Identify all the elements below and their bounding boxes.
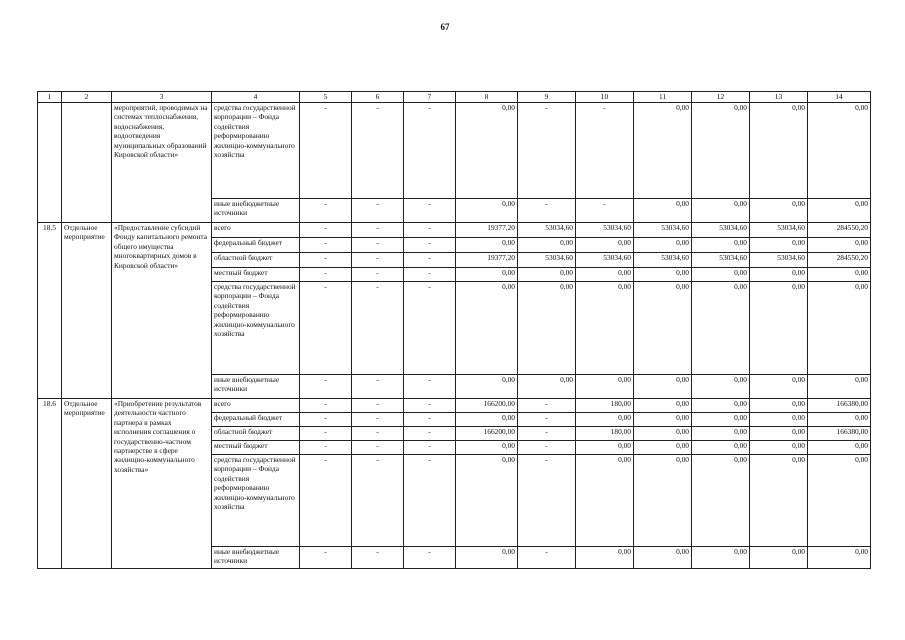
column-header: 11 (634, 92, 692, 103)
value-cell: - (352, 375, 404, 399)
value-cell: - (518, 455, 576, 547)
value-cell: - (404, 253, 456, 268)
value-cell: 180,00 (576, 399, 634, 413)
value-cell: - (518, 427, 576, 441)
value-cell: 19377,20 (456, 253, 518, 268)
table-row (38, 399, 871, 413)
value-cell: 0,00 (634, 399, 692, 413)
value-cell: 0,00 (456, 441, 518, 455)
value-cell: 0,00 (634, 238, 692, 253)
funding-source: местный бюджет (212, 268, 300, 282)
value-cell: 0,00 (518, 268, 576, 282)
value-cell: - (404, 413, 456, 427)
value-cell: 0,00 (576, 413, 634, 427)
value-cell: 53034,60 (634, 223, 692, 238)
value-cell: 53034,60 (750, 253, 808, 268)
value-cell: - (300, 103, 352, 199)
value-cell: - (300, 547, 352, 569)
value-cell: 0,00 (634, 375, 692, 399)
value-cell: 53034,60 (634, 253, 692, 268)
column-header: 9 (518, 92, 576, 103)
value-cell: 53034,60 (576, 253, 634, 268)
value-cell: - (300, 223, 352, 238)
value-cell: 0,00 (576, 282, 634, 375)
value-cell: - (352, 199, 404, 223)
value-cell: - (576, 199, 634, 223)
value-cell: 0,00 (750, 399, 808, 413)
funding-source: местный бюджет (212, 441, 300, 455)
table-row (38, 223, 871, 238)
value-cell: 0,00 (692, 282, 750, 375)
event-name: «Приобретение результатов деятельности частного партнера в рамках исполнения соглашения о государственно-частном партнерстве в сфере жилищно-коммунального хозяйства» (112, 399, 212, 569)
value-cell: 0,00 (634, 441, 692, 455)
row-number (38, 103, 62, 223)
column-header: 2 (62, 92, 112, 103)
column-header: 12 (692, 92, 750, 103)
value-cell: - (352, 427, 404, 441)
row-number: 18.5 (38, 223, 62, 399)
value-cell: - (518, 547, 576, 569)
value-cell: - (404, 199, 456, 223)
table-body (38, 92, 871, 569)
event-type: Отдельное мероприятие (62, 223, 112, 399)
event-type: Отдельное мероприятие (62, 399, 112, 569)
value-cell: - (404, 103, 456, 199)
page-number: 67 (440, 22, 450, 32)
row-number: 18.6 (38, 399, 62, 569)
value-cell: 0,00 (576, 375, 634, 399)
value-cell: 0,00 (576, 238, 634, 253)
value-cell: 0,00 (808, 103, 871, 199)
value-cell: 0,00 (750, 427, 808, 441)
value-cell: - (300, 427, 352, 441)
value-cell: 0,00 (456, 413, 518, 427)
value-cell: 0,00 (808, 375, 871, 399)
header-row (38, 92, 871, 103)
column-header: 7 (404, 92, 456, 103)
value-cell: 53034,60 (518, 253, 576, 268)
value-cell: - (352, 455, 404, 547)
value-cell: - (300, 253, 352, 268)
column-header: 6 (352, 92, 404, 103)
value-cell: 0,00 (750, 455, 808, 547)
value-cell: 53034,60 (576, 223, 634, 238)
table-row (38, 103, 871, 199)
value-cell: 0,00 (634, 103, 692, 199)
value-cell: - (404, 282, 456, 375)
value-cell: - (352, 223, 404, 238)
value-cell: - (352, 253, 404, 268)
value-cell: - (352, 282, 404, 375)
event-type (62, 103, 112, 223)
value-cell: - (404, 547, 456, 569)
column-header: 5 (300, 92, 352, 103)
value-cell: - (352, 441, 404, 455)
value-cell: 0,00 (518, 375, 576, 399)
value-cell: 0,00 (634, 413, 692, 427)
value-cell: 0,00 (808, 268, 871, 282)
value-cell: - (518, 103, 576, 199)
value-cell: - (518, 413, 576, 427)
value-cell: 166200,00 (456, 399, 518, 413)
value-cell: 0,00 (750, 375, 808, 399)
value-cell: - (404, 268, 456, 282)
value-cell: 0,00 (576, 268, 634, 282)
column-header: 8 (456, 92, 518, 103)
value-cell: - (518, 199, 576, 223)
value-cell: - (404, 427, 456, 441)
value-cell: - (352, 268, 404, 282)
column-header: 14 (808, 92, 871, 103)
value-cell: 0,00 (634, 547, 692, 569)
value-cell: 0,00 (692, 413, 750, 427)
value-cell: 0,00 (576, 441, 634, 455)
column-header: 1 (38, 92, 62, 103)
value-cell: 166200,00 (456, 427, 518, 441)
value-cell: 0,00 (808, 413, 871, 427)
column-header: 10 (576, 92, 634, 103)
column-header: 4 (212, 92, 300, 103)
value-cell: 0,00 (456, 238, 518, 253)
value-cell: - (352, 399, 404, 413)
value-cell: 0,00 (750, 441, 808, 455)
value-cell: 0,00 (808, 199, 871, 223)
value-cell: 0,00 (808, 282, 871, 375)
value-cell: - (300, 199, 352, 223)
value-cell: - (300, 413, 352, 427)
value-cell: - (352, 413, 404, 427)
funding-source: средства государственной корпорации – Фонда содействия реформированию жилищно-коммунального хозяйства (212, 282, 300, 375)
value-cell: - (352, 547, 404, 569)
value-cell: 0,00 (456, 268, 518, 282)
value-cell: 53034,60 (692, 223, 750, 238)
value-cell: - (404, 399, 456, 413)
value-cell: 180,00 (576, 427, 634, 441)
value-cell: 166380,00 (808, 399, 871, 413)
funding-source: всего (212, 399, 300, 413)
value-cell: - (518, 399, 576, 413)
value-cell: 0,00 (692, 455, 750, 547)
value-cell: - (404, 375, 456, 399)
value-cell: 0,00 (692, 238, 750, 253)
funding-source: средства государственной корпорации – Фонда содействия реформированию жилищно-коммунального хозяйства (212, 455, 300, 547)
value-cell: - (404, 238, 456, 253)
value-cell: - (352, 103, 404, 199)
value-cell: 0,00 (456, 455, 518, 547)
event-name: «Предоставление субсидий Фонду капитального ремонта общего имущества многоквартирных домов в Кировской области» (112, 223, 212, 399)
value-cell: - (518, 441, 576, 455)
value-cell: 0,00 (634, 199, 692, 223)
value-cell: 0,00 (692, 103, 750, 199)
value-cell: 0,00 (692, 199, 750, 223)
value-cell: 284550,20 (808, 253, 871, 268)
value-cell: 0,00 (634, 455, 692, 547)
value-cell: 0,00 (750, 282, 808, 375)
column-header: 3 (112, 92, 212, 103)
value-cell: 0,00 (808, 455, 871, 547)
value-cell: 0,00 (634, 268, 692, 282)
value-cell: 0,00 (692, 268, 750, 282)
column-header: 13 (750, 92, 808, 103)
value-cell: 0,00 (456, 199, 518, 223)
value-cell: 0,00 (634, 282, 692, 375)
value-cell: 0,00 (692, 375, 750, 399)
value-cell: 0,00 (750, 413, 808, 427)
value-cell: 53034,60 (750, 223, 808, 238)
value-cell: 0,00 (456, 103, 518, 199)
value-cell: - (404, 223, 456, 238)
value-cell: 0,00 (692, 427, 750, 441)
value-cell: 0,00 (808, 238, 871, 253)
funding-source: иные внебюджетные источники (212, 375, 300, 399)
value-cell: - (300, 238, 352, 253)
value-cell: 0,00 (750, 238, 808, 253)
value-cell: - (300, 441, 352, 455)
value-cell: 0,00 (576, 455, 634, 547)
funding-source: иные внебюджетные источники (212, 547, 300, 569)
value-cell: 0,00 (518, 282, 576, 375)
value-cell: - (352, 238, 404, 253)
funding-source: всего (212, 223, 300, 238)
value-cell: 0,00 (750, 547, 808, 569)
value-cell: 0,00 (456, 282, 518, 375)
value-cell: - (300, 399, 352, 413)
funding-source: средства государственной корпорации – Фонда содействия реформированию жилищно-коммунального хозяйства (212, 103, 300, 199)
value-cell: 0,00 (692, 547, 750, 569)
value-cell: 0,00 (808, 547, 871, 569)
funding-source: областной бюджет (212, 253, 300, 268)
value-cell: - (300, 455, 352, 547)
value-cell: 0,00 (634, 427, 692, 441)
value-cell: - (300, 282, 352, 375)
funding-source: федеральный бюджет (212, 413, 300, 427)
value-cell: 0,00 (576, 547, 634, 569)
value-cell: - (404, 455, 456, 547)
value-cell: 0,00 (456, 547, 518, 569)
funding-source: иные внебюджетные источники (212, 199, 300, 223)
value-cell: 19377,20 (456, 223, 518, 238)
value-cell: - (404, 441, 456, 455)
event-name: мероприятий, проводимых на системах теплоснабжения, водоснабжения, водоотведения муниципальных образований Кировской области» (112, 103, 212, 223)
value-cell: 284550,20 (808, 223, 871, 238)
funding-source: областной бюджет (212, 427, 300, 441)
value-cell: 0,00 (808, 441, 871, 455)
budget-table (37, 91, 871, 569)
value-cell: - (300, 268, 352, 282)
value-cell: 0,00 (750, 268, 808, 282)
value-cell: 53034,60 (692, 253, 750, 268)
value-cell: 0,00 (750, 199, 808, 223)
value-cell: 0,00 (518, 238, 576, 253)
value-cell: - (300, 375, 352, 399)
value-cell: 0,00 (456, 375, 518, 399)
funding-source: федеральный бюджет (212, 238, 300, 253)
value-cell: 53034,60 (518, 223, 576, 238)
value-cell: 0,00 (692, 441, 750, 455)
value-cell: - (576, 103, 634, 199)
value-cell: 0,00 (750, 103, 808, 199)
value-cell: 0,00 (692, 399, 750, 413)
value-cell: 166380,00 (808, 427, 871, 441)
